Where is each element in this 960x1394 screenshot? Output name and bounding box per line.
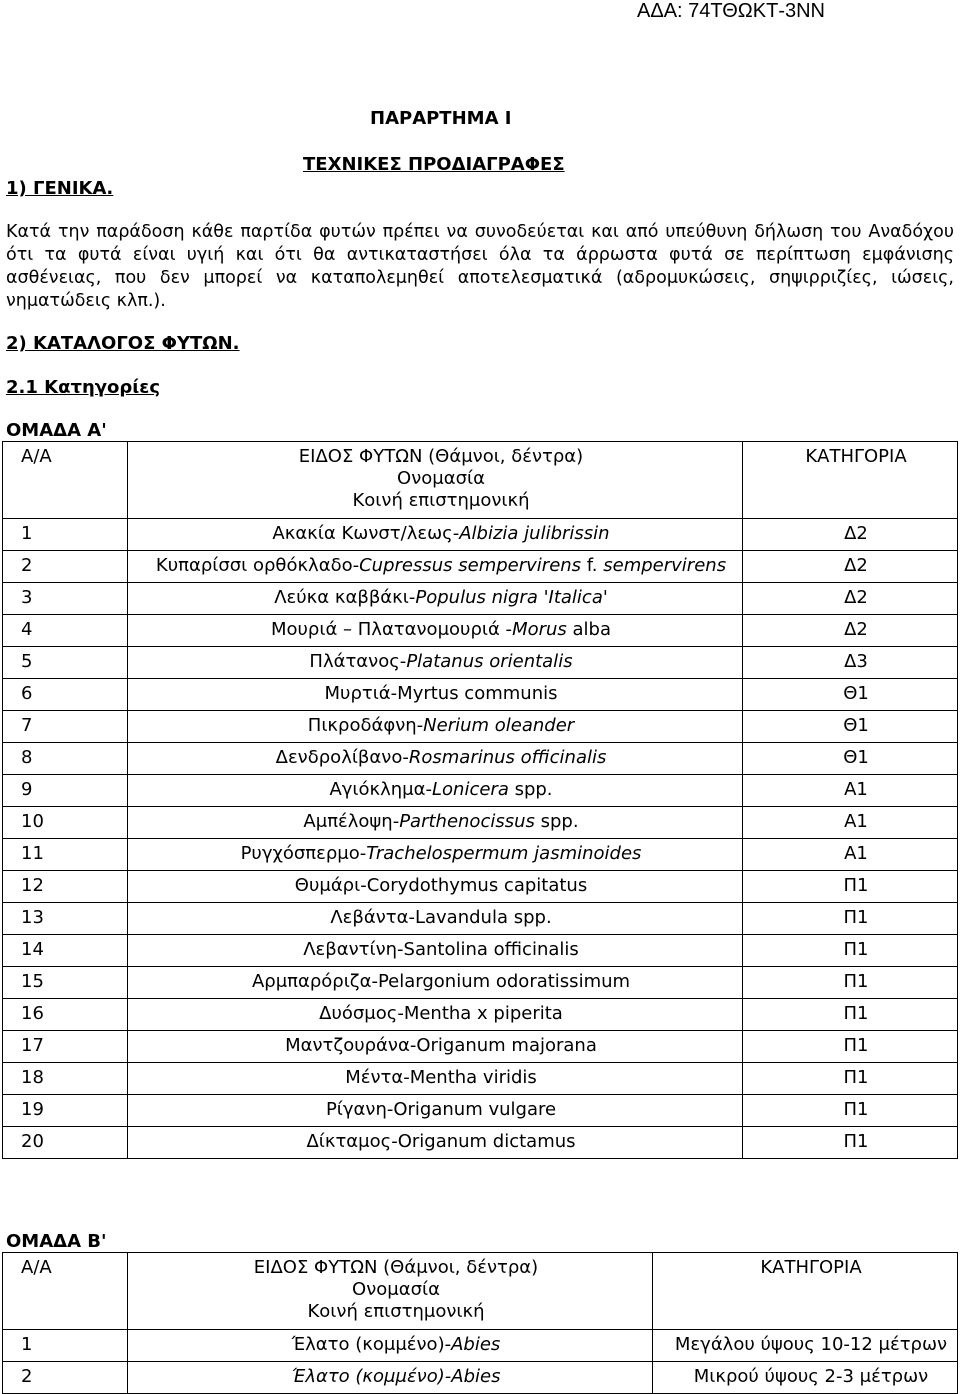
scientific-name: Lonicera xyxy=(432,779,509,800)
common-name: Αρμπαρόριζα-Pelargonium odoratissimum xyxy=(251,971,631,992)
scientific-name: Platanus orientalis xyxy=(406,651,573,672)
plant-category: Π1 xyxy=(743,871,958,903)
header-no: Α/Α xyxy=(3,1253,128,1330)
plant-name xyxy=(128,519,743,551)
header-species-line2: Ονομασία xyxy=(352,1279,440,1300)
specs-title: ΤΕΧΝΙΚΕΣ ΠΡΟΔΙΑΓΡΑΦΕΣ xyxy=(303,154,565,175)
table-row xyxy=(3,519,958,551)
header-species xyxy=(128,442,743,519)
plant-name xyxy=(128,583,743,615)
annex-title: ΠΑΡΑΡΤΗΜΑ Ι xyxy=(370,108,512,129)
row-number: 2 xyxy=(3,1362,128,1394)
common-name: Δυόσμος-Mentha x piperita xyxy=(319,1003,563,1024)
plant-list-heading: 2) ΚΑΤΑΛΟΓΟΣ ΦΥΤΩΝ. xyxy=(6,333,240,354)
table-row xyxy=(3,999,958,1031)
row-number: 9 xyxy=(3,775,128,807)
row-number: 2 xyxy=(3,551,128,583)
table-row xyxy=(3,967,958,999)
plant-category: Θ1 xyxy=(743,743,958,775)
plant-name xyxy=(128,1031,743,1063)
scientific-name: Albizia julibrissin xyxy=(459,523,610,544)
common-name: Πλάτανος- xyxy=(309,651,407,672)
row-number: 7 xyxy=(3,711,128,743)
common-name: Αμπέλοψη- xyxy=(303,811,400,832)
row-number: 12 xyxy=(3,871,128,903)
group-a-rows xyxy=(3,519,958,1159)
header-species-line3: Κοινή επιστημονική xyxy=(307,1301,485,1322)
plant-category: Α1 xyxy=(743,807,958,839)
scientific-name: sempervirens xyxy=(603,555,727,576)
plant-name xyxy=(128,743,743,775)
table-row xyxy=(3,1362,958,1394)
common-name: Λεύκα καββάκι- xyxy=(274,587,416,608)
table-row xyxy=(3,1127,958,1159)
plant-name xyxy=(128,839,743,871)
header-category: ΚΑΤΗΓΟΡΙΑ xyxy=(653,1253,958,1330)
scientific-name: Abies xyxy=(451,1334,501,1355)
plant-name xyxy=(128,1362,653,1394)
plant-name xyxy=(128,1095,743,1127)
row-number: 5 xyxy=(3,647,128,679)
common-name: f. xyxy=(581,555,604,576)
row-number: 17 xyxy=(3,1031,128,1063)
table-row xyxy=(3,1095,958,1127)
table-row xyxy=(3,647,958,679)
scientific-name: Έλατο (κομμένο)-Abies xyxy=(291,1366,501,1387)
plant-name xyxy=(128,871,743,903)
common-name: Κυπαρίσσι ορθόκλαδο- xyxy=(155,555,360,576)
table-row xyxy=(3,807,958,839)
common-name: Πικροδάφνη- xyxy=(307,715,424,736)
plant-category: Μεγάλου ύψους 10-12 μέτρων xyxy=(653,1330,958,1362)
plant-category: Δ2 xyxy=(743,551,958,583)
table-row xyxy=(3,711,958,743)
scientific-name: Populus nigra 'Italica' xyxy=(415,587,608,608)
general-heading: 1) ΓΕΝΙΚΑ. xyxy=(6,178,114,199)
plant-category: Δ2 xyxy=(743,519,958,551)
plant-name xyxy=(128,967,743,999)
table-row xyxy=(3,583,958,615)
plant-category: Π1 xyxy=(743,1031,958,1063)
common-name: Ακακία Κωνστ/λεως- xyxy=(272,523,460,544)
table-row xyxy=(3,743,958,775)
common-name: Ρυγχόσπερμο- xyxy=(240,843,367,864)
table-row xyxy=(3,839,958,871)
row-number: 15 xyxy=(3,967,128,999)
common-name: spp. xyxy=(534,811,579,832)
plant-category: Θ1 xyxy=(743,711,958,743)
common-name: Μυρτιά-Myrtus communis xyxy=(324,683,558,704)
plant-category: Π1 xyxy=(743,935,958,967)
plant-name xyxy=(128,807,743,839)
scientific-name: Morus xyxy=(512,619,567,640)
document-code: ΑΔΑ: 74ΤΘΩΚΤ-3ΝΝ xyxy=(637,0,825,22)
row-number: 19 xyxy=(3,1095,128,1127)
common-name: Λεβαντίνη-Santolina officinalis xyxy=(303,939,579,960)
scientific-name: Trachelospermum jasminoides xyxy=(366,843,642,864)
common-name: spp. xyxy=(508,779,553,800)
plant-category: Π1 xyxy=(743,999,958,1031)
plant-name xyxy=(128,679,743,711)
plant-name xyxy=(128,1063,743,1095)
row-number: 1 xyxy=(3,1330,128,1362)
plant-category: Δ2 xyxy=(743,583,958,615)
header-species-line3: Κοινή επιστημονική xyxy=(352,490,530,511)
common-name: Θυμάρι-Corydothymus capitatus xyxy=(294,875,588,896)
common-name: Λεβάντα-Lavandula spp. xyxy=(330,907,552,928)
common-name: Μουριά – Πλατανομουριά - xyxy=(270,619,513,640)
row-number: 13 xyxy=(3,903,128,935)
row-number: 20 xyxy=(3,1127,128,1159)
common-name: Μαντζουράνα-Origanum majorana xyxy=(285,1035,597,1056)
table-header-row xyxy=(3,1253,958,1330)
group-b-title: ΟΜΑΔΑ Β' xyxy=(6,1231,107,1252)
common-name: alba xyxy=(566,619,612,640)
header-species-line1: ΕΙΔΟΣ ΦΥΤΩΝ (Θάμνοι, δέντρα) xyxy=(298,446,584,467)
row-number: 3 xyxy=(3,583,128,615)
categories-heading: 2.1 Κατηγορίες xyxy=(6,377,160,398)
row-number: 1 xyxy=(3,519,128,551)
row-number: 8 xyxy=(3,743,128,775)
row-number: 6 xyxy=(3,679,128,711)
row-number: 18 xyxy=(3,1063,128,1095)
header-category: ΚΑΤΗΓΟΡΙΑ xyxy=(743,442,958,519)
common-name: Έλατο (κομμένο)- xyxy=(291,1334,452,1355)
table-row xyxy=(3,615,958,647)
table-header-row xyxy=(3,442,958,519)
table-row xyxy=(3,1063,958,1095)
common-name: Ρίγανη-Origanum vulgare xyxy=(325,1099,557,1120)
row-number: 10 xyxy=(3,807,128,839)
table-row xyxy=(3,551,958,583)
row-number: 16 xyxy=(3,999,128,1031)
header-no: Α/Α xyxy=(3,442,128,519)
group-a-title: ΟΜΑΔΑ Α' xyxy=(6,420,107,441)
scientific-name: Rosmarinus officinalis xyxy=(408,747,607,768)
table-row xyxy=(3,1330,958,1362)
plant-category: Π1 xyxy=(743,1095,958,1127)
scientific-name: Parthenocissus xyxy=(399,811,535,832)
plant-category: Α1 xyxy=(743,775,958,807)
plant-name xyxy=(128,999,743,1031)
plant-name xyxy=(128,711,743,743)
row-number: 14 xyxy=(3,935,128,967)
plant-category: Δ2 xyxy=(743,615,958,647)
group-a-table xyxy=(2,441,958,1159)
plant-category: Π1 xyxy=(743,1127,958,1159)
header-species xyxy=(128,1253,653,1330)
table-row xyxy=(3,935,958,967)
plant-name xyxy=(128,615,743,647)
header-species-line2: Ονομασία xyxy=(397,468,485,489)
plant-name xyxy=(128,1330,653,1362)
intro-paragraph: Κατά την παράδοση κάθε παρτίδα φυτών πρέπει να συνοδεύεται και από υπεύθυνη δήλωση του Αναδόχου ότι τα φυτά είναι υγιή και ότι θα αντικαταστήσει όλα τα άρρωστα φυτά σε περίπτωση εμφάνισης ασθένειας, που δεν μπορεί να καταπολεμηθεί αποτελεσματικά (αδρομυκώσεις, σηψιρριζίες, ιώσεις, νηματώδεις κλπ.). xyxy=(6,222,954,311)
plant-category: Θ1 xyxy=(743,679,958,711)
table-row xyxy=(3,679,958,711)
plant-name xyxy=(128,935,743,967)
plant-category: Δ3 xyxy=(743,647,958,679)
table-row xyxy=(3,775,958,807)
plant-category: Α1 xyxy=(743,839,958,871)
table-row xyxy=(3,871,958,903)
common-name: Μέντα-Mentha viridis xyxy=(345,1067,537,1088)
table-row xyxy=(3,1031,958,1063)
header-species-line1: ΕΙΔΟΣ ΦΥΤΩΝ (Θάμνοι, δέντρα) xyxy=(253,1257,539,1278)
plant-name xyxy=(128,775,743,807)
group-b-rows xyxy=(3,1330,958,1394)
plant-category: Π1 xyxy=(743,903,958,935)
scientific-name: Nerium oleander xyxy=(423,715,575,736)
common-name: Δενδρολίβανο- xyxy=(275,747,409,768)
plant-category: Π1 xyxy=(743,967,958,999)
plant-name xyxy=(128,903,743,935)
common-name: Δίκταμος-Origanum dictamus xyxy=(306,1131,576,1152)
row-number: 4 xyxy=(3,615,128,647)
plant-name xyxy=(128,1127,743,1159)
common-name: Αγιόκλημα- xyxy=(329,779,432,800)
plant-category: Π1 xyxy=(743,1063,958,1095)
scientific-name: Cupressus sempervirens xyxy=(359,555,582,576)
plant-name xyxy=(128,551,743,583)
table-row xyxy=(3,903,958,935)
plant-name xyxy=(128,647,743,679)
group-b-table xyxy=(2,1252,958,1394)
plant-category: Μικρού ύψους 2-3 μέτρων xyxy=(653,1362,958,1394)
row-number: 11 xyxy=(3,839,128,871)
